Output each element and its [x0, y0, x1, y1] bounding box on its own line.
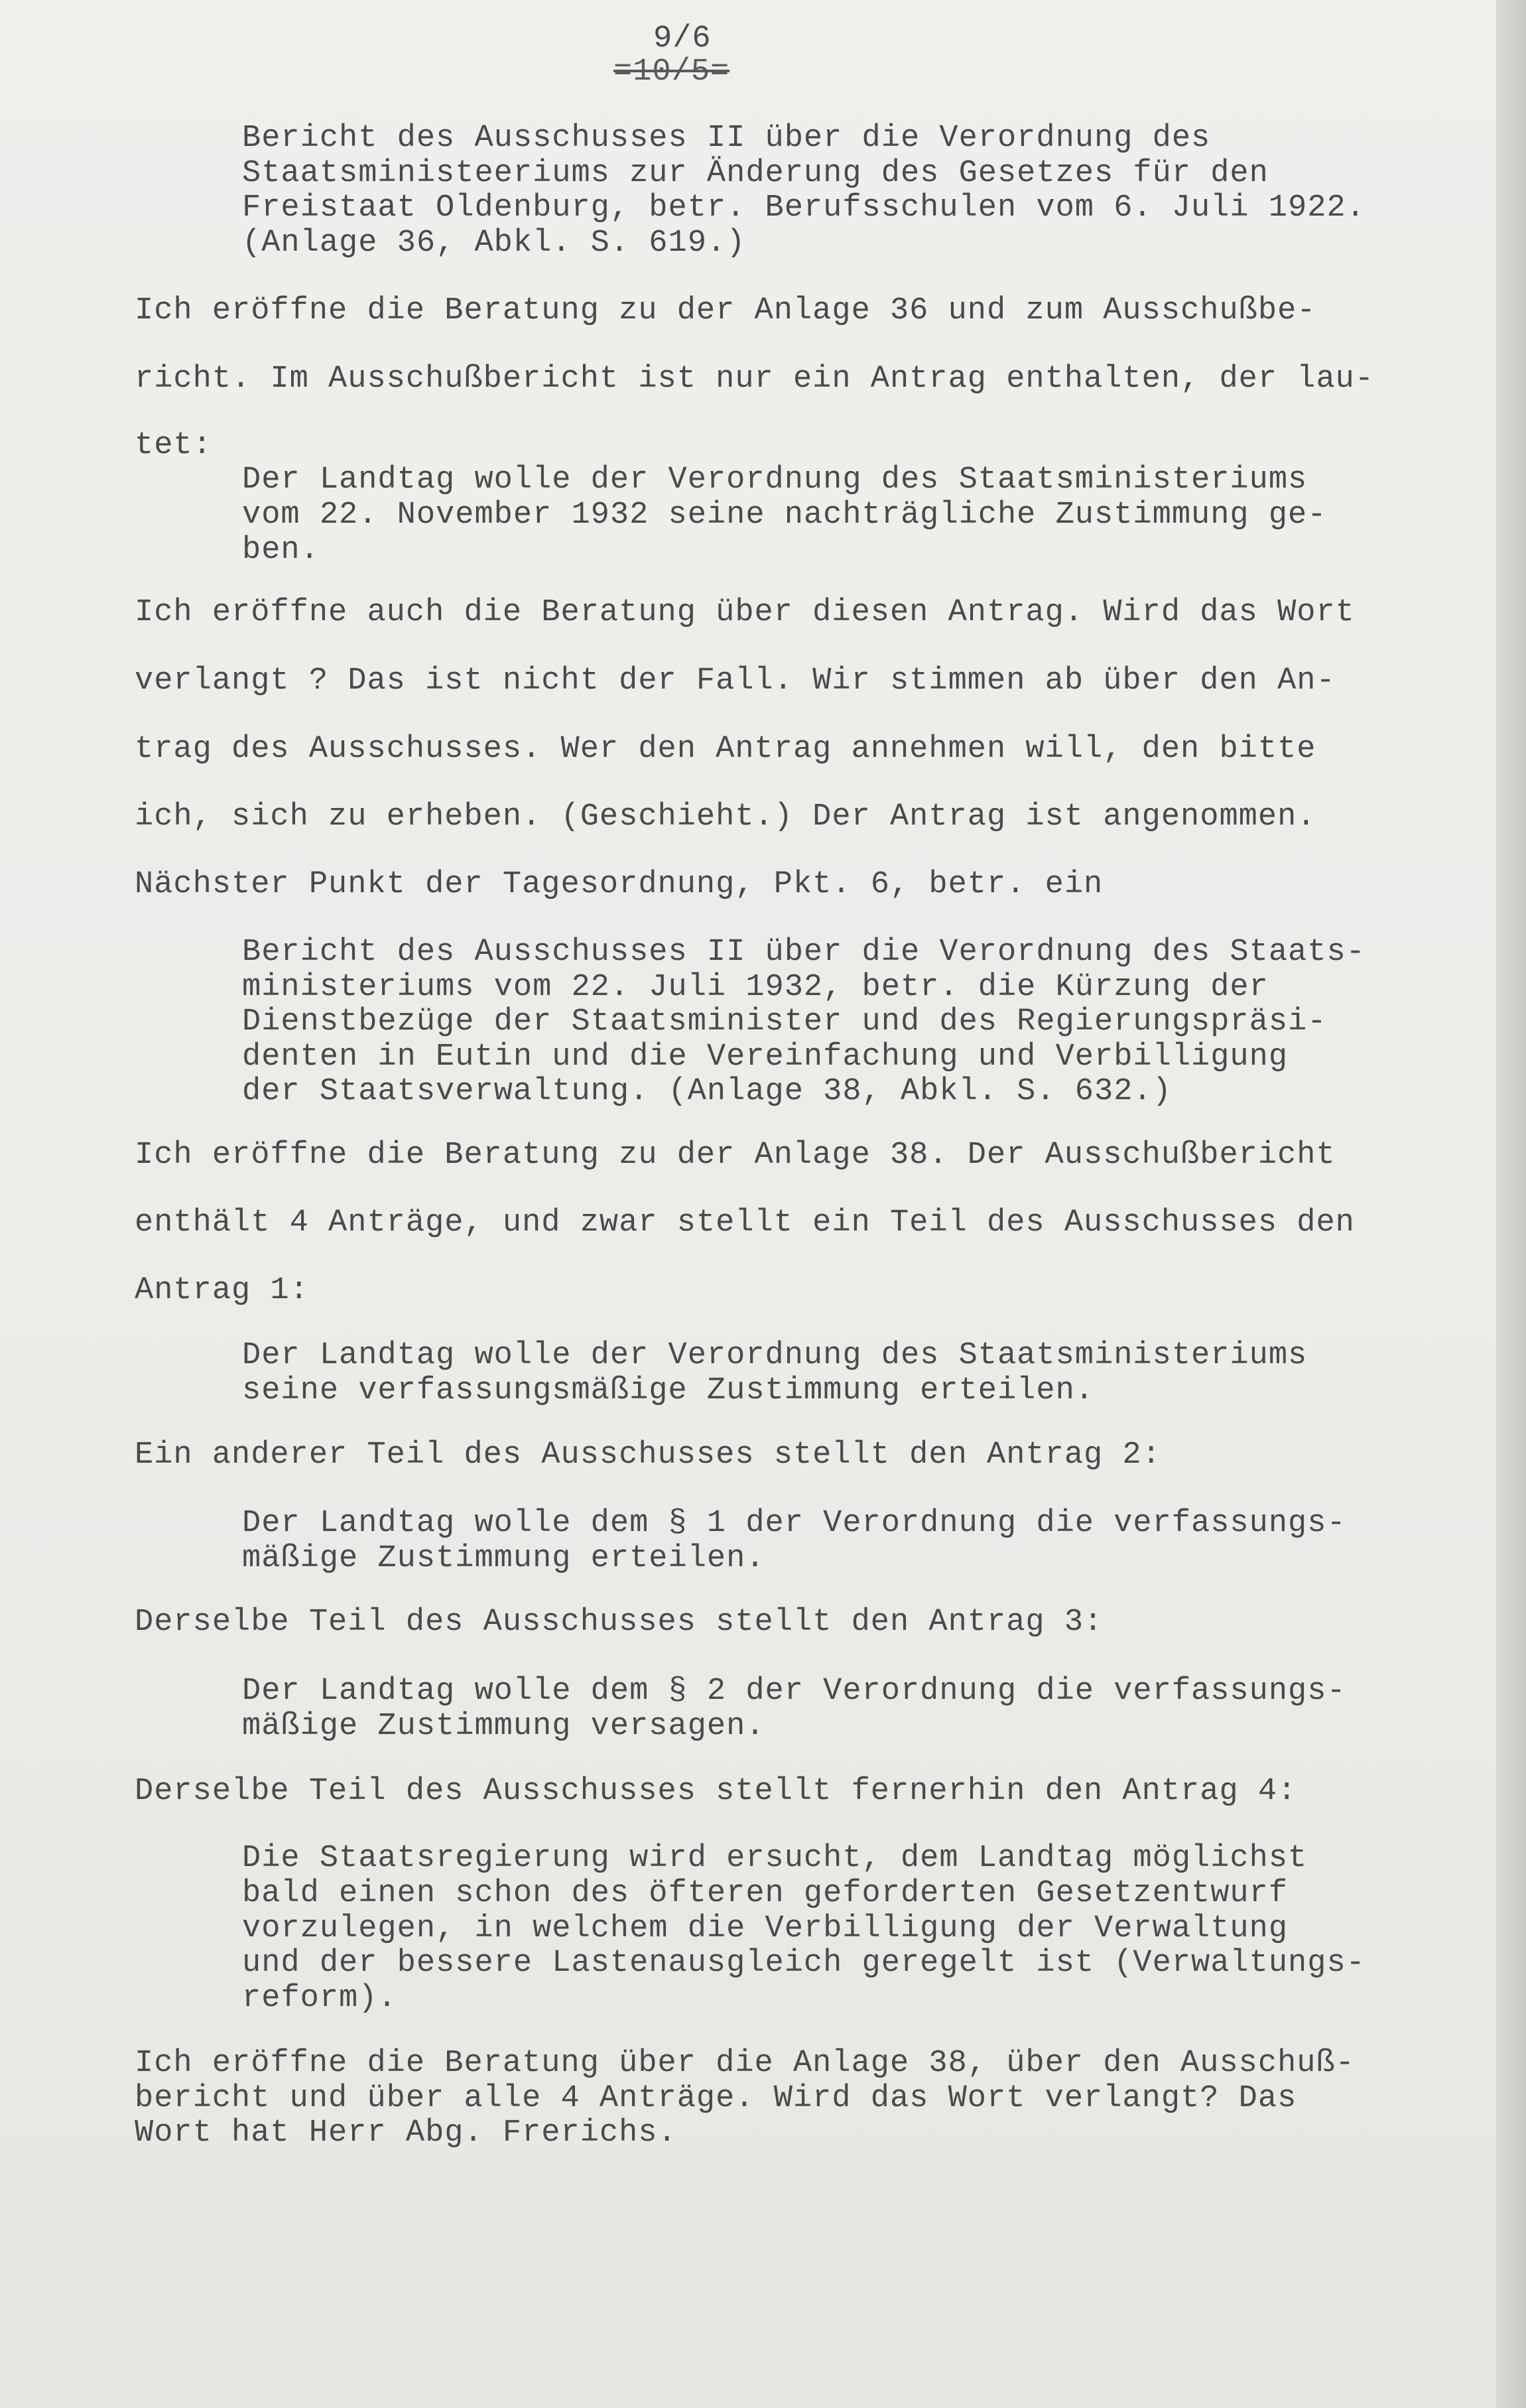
text-line: vorzulegen, in welchem die Verbilligung der Verwaltung	[242, 1911, 1289, 1946]
text-line: enthält 4 Anträge, und zwar stellt ein Teil des Ausschusses den	[135, 1205, 1355, 1240]
text-line: Ein anderer Teil des Ausschusses stellt den Antrag 2:	[135, 1438, 1161, 1473]
text-line: bericht und über alle 4 Anträge. Wird das Wort verlangt? Das	[135, 2081, 1297, 2116]
text-line: ben.	[242, 533, 320, 568]
text-line: ich, sich zu erheben. (Geschieht.) Der Antrag ist angenommen.	[135, 799, 1316, 835]
text-line: Dienstbezüge der Staatsminister und des Regierungspräsi-	[242, 1004, 1327, 1039]
text-line: Der Landtag wolle der Verordnung des Staatsministeriums	[242, 1338, 1308, 1373]
text-line: tet:	[135, 428, 212, 463]
page-edge-shadow	[1496, 0, 1526, 2408]
struck-page-number: =10/5=	[613, 54, 730, 90]
text-line: denten in Eutin und die Vereinfachung und Verbilligung	[242, 1039, 1289, 1075]
text-line: vom 22. November 1932 seine nachträgliche Zustimmung ge-	[242, 498, 1327, 533]
text-line: mäßige Zustimmung versagen.	[242, 1709, 765, 1744]
text-line: seine verfassungsmäßige Zustimmung erteilen.	[242, 1373, 1095, 1408]
text-line: verlangt ? Das ist nicht der Fall. Wir stimmen ab über den An-	[135, 663, 1336, 699]
text-line: Der Landtag wolle der Verordnung des Staatsministeriums	[242, 462, 1308, 498]
text-line: mäßige Zustimmung erteilen.	[242, 1541, 765, 1576]
text-line: Wort hat Herr Abg. Frerichs.	[135, 2115, 677, 2151]
text-line: (Anlage 36, Abkl. S. 619.)	[242, 226, 746, 261]
text-line: bald einen schon des öfteren geforderten Gesetzentwurf	[242, 1876, 1289, 1911]
text-line: der Staatsverwaltung. (Anlage 38, Abkl. S. 632.)	[242, 1074, 1172, 1109]
text-line: Bericht des Ausschusses II über die Verordnung des	[242, 121, 1211, 156]
text-line: trag des Ausschusses. Wer den Antrag annehmen will, den bitte	[135, 732, 1316, 767]
text-line: Antrag 1:	[135, 1273, 309, 1308]
text-line: Ich eröffne die Beratung über die Anlage 38, über den Ausschuß-	[135, 2046, 1355, 2081]
text-line: richt. Im Ausschußbericht ist nur ein Antrag enthalten, der lau-	[135, 362, 1375, 397]
text-line: Ich eröffne die Beratung zu der Anlage 38. Der Ausschußbericht	[135, 1138, 1336, 1173]
text-line: Der Landtag wolle dem § 2 der Verordnung die verfassungs-	[242, 1674, 1346, 1709]
text-line: Derselbe Teil des Ausschusses stellt fernerhin den Antrag 4:	[135, 1774, 1297, 1809]
text-line: Bericht des Ausschusses II über die Verordnung des Staats-	[242, 935, 1366, 970]
text-line: Die Staatsregierung wird ersucht, dem Landtag möglichst	[242, 1841, 1308, 1876]
page-number: 9/6	[653, 21, 712, 56]
text-line: Nächster Punkt der Tagesordnung, Pkt. 6, betr. ein	[135, 867, 1104, 902]
text-line: Ich eröffne auch die Beratung über diesen Antrag. Wird das Wort	[135, 595, 1355, 630]
text-line: ministeriums vom 22. Juli 1932, betr. die Kürzung der	[242, 970, 1269, 1005]
text-line: Ich eröffne die Beratung zu der Anlage 36 und zum Ausschußbe-	[135, 293, 1316, 328]
text-line: und der bessere Lastenausgleich geregelt ist (Verwaltungs-	[242, 1946, 1366, 1981]
text-line: Freistaat Oldenburg, betr. Berufsschulen vom 6. Juli 1922.	[242, 190, 1366, 226]
text-line: reform).	[242, 1981, 397, 2016]
text-line: Staatsministeeriums zur Änderung des Gesetzes für den	[242, 156, 1269, 191]
text-line: Der Landtag wolle dem § 1 der Verordnung die verfassungs-	[242, 1506, 1346, 1541]
text-line: Derselbe Teil des Ausschusses stellt den Antrag 3:	[135, 1605, 1104, 1640]
